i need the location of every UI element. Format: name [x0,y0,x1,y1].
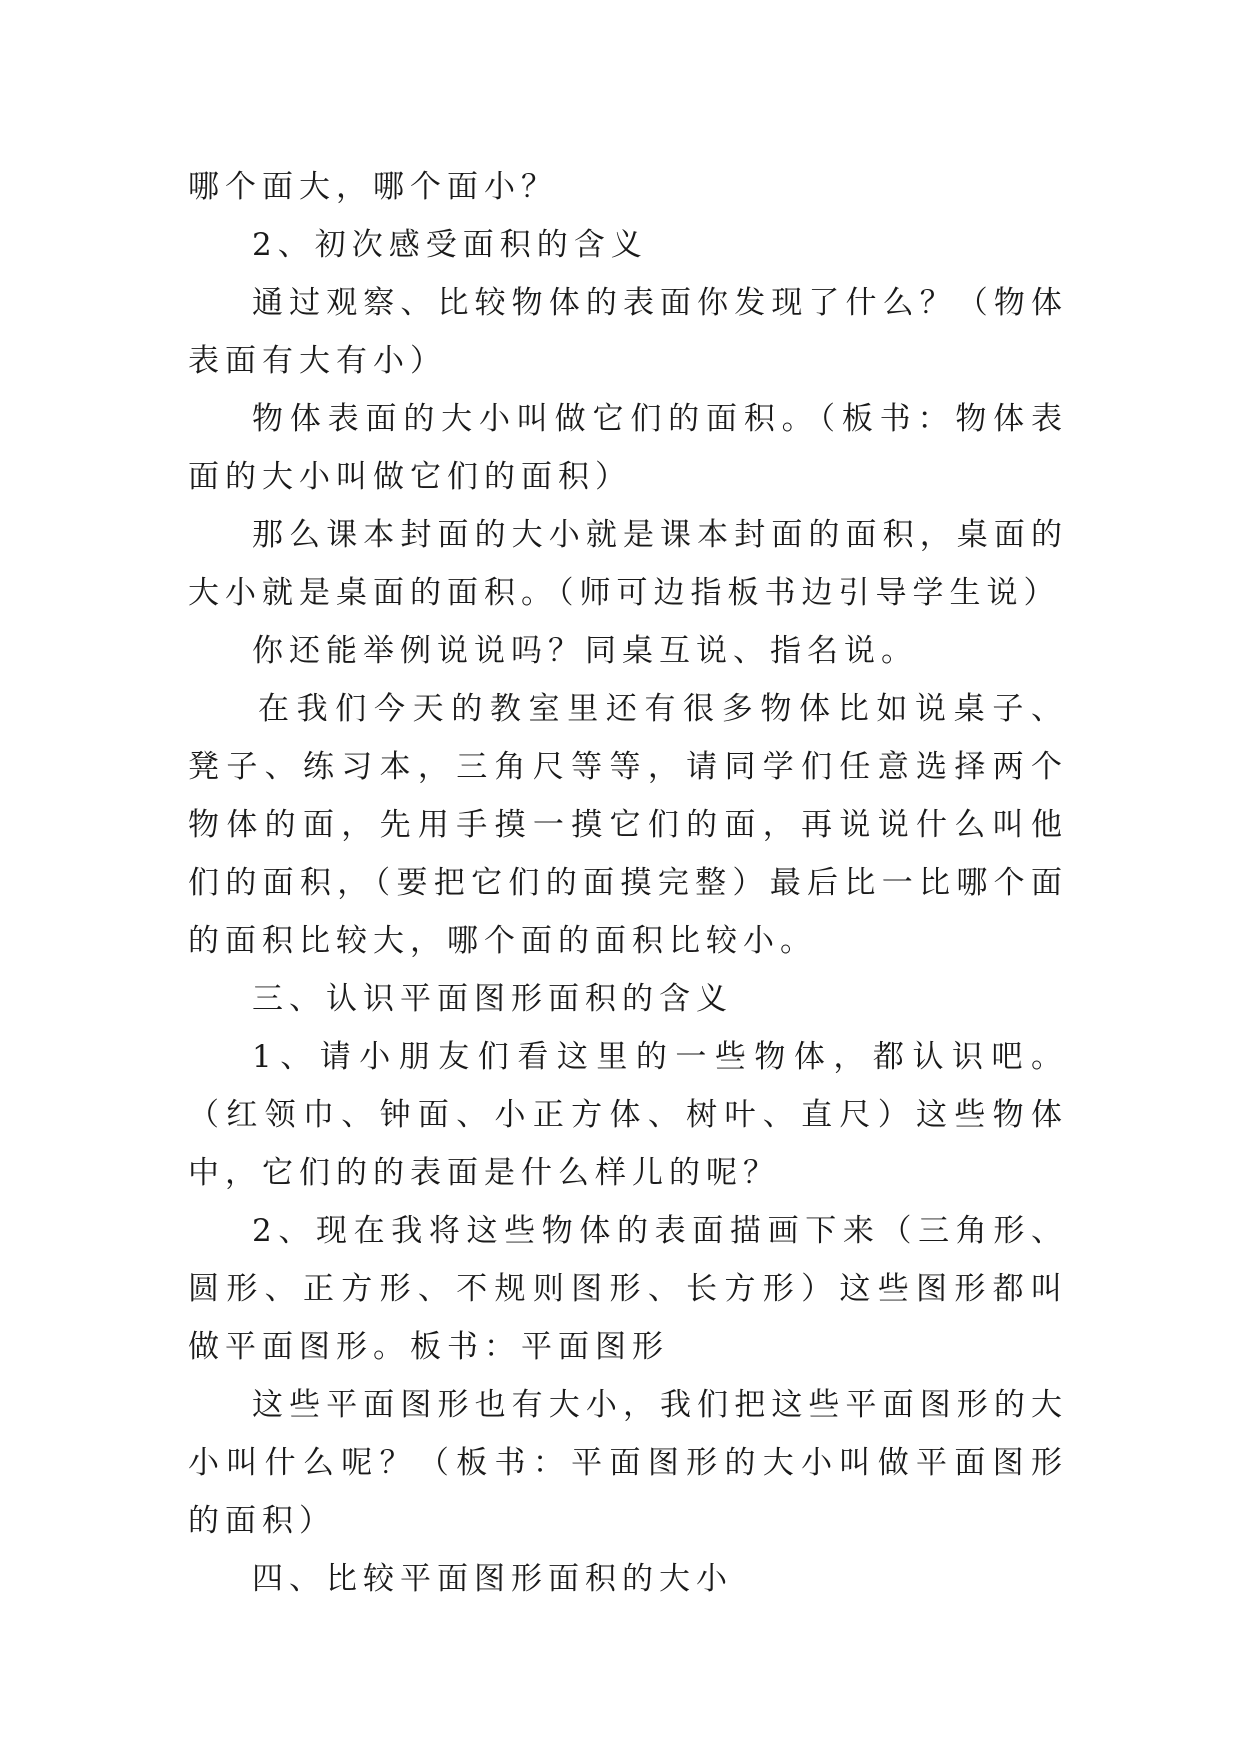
paragraph-heading: 2、初次感受面积的含义 [252,227,648,263]
paragraph: 在我们今天的教室里还有很多物体比如说桌子、凳子、练习本，三角尺等等，请同学们任意选择两个物体的面，先用手摸一摸它们的面，再说说什么叫他们的面积，（要把它们的面摸完整）最后比一比哪个面的面积比较大，哪个面的面积比较小。 [188,691,1068,959]
section-heading: 四、比较平面图形面积的大小 [252,1561,733,1597]
paragraph: 2、现在我将这些物体的表面描画下来（三角形、圆形、正方形、不规则图形、长方形）这些图形都叫做平面图形。板书：平面图形 [188,1213,1068,1365]
paragraph: 哪个面大，哪个面小？ [188,169,558,205]
document-body [188,158,1068,1608]
paragraph: 物体表面的大小叫做它们的面积。（板书：物体表面的大小叫做它们的面积） [188,401,1068,495]
section-heading: 三、认识平面图形面积的含义 [252,981,733,1017]
paragraph: 那么课本封面的大小就是课本封面的面积，桌面的大小就是桌面的面积。（师可边指板书边引导学生说） [188,517,1068,611]
paragraph: 这些平面图形也有大小，我们把这些平面图形的大小叫什么呢？（板书：平面图形的大小叫做平面图形的面积） [188,1387,1068,1539]
paragraph: 通过观察、比较物体的表面你发现了什么？（物体表面有大有小） [188,285,1068,379]
paragraph: 你还能举例说说吗？同桌互说、指名说。 [252,633,918,669]
paragraph: 1、请小朋友们看这里的一些物体，都认识吧。（红领巾、钟面、小正方体、树叶、直尺）这些物体中，它们的的表面是什么样儿的呢？ [188,1039,1068,1191]
